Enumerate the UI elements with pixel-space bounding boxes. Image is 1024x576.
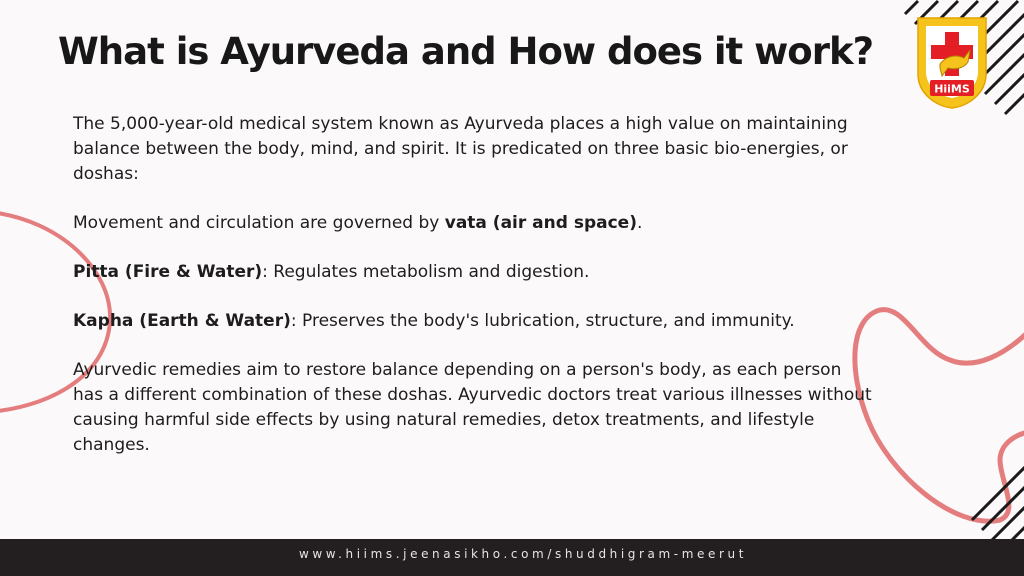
kapha-paragraph [73, 309, 873, 334]
right-blob-decor [855, 310, 1024, 522]
pitta-description: : Regulates metabolism and digestion. [262, 262, 590, 282]
kapha-description: : Preserves the body's lubrication, structure, and immunity. [290, 311, 795, 331]
body-text [73, 112, 873, 482]
bottom-right-hatch-decor [972, 462, 1024, 550]
vata-paragraph [73, 211, 873, 236]
kapha-term: Kapha (Earth & Water) [73, 311, 291, 331]
page-title: What is Ayurveda and How does it work? [58, 30, 874, 73]
hiims-logo [912, 14, 992, 110]
footer-url[interactable]: www.hiims.jeenasikho.com/shuddhigram-meerut [298, 547, 748, 561]
footer-bar [0, 539, 1024, 576]
logo-name: HiiMS [934, 82, 970, 96]
intro-paragraph: The 5,000-year-old medical system known as Ayurveda places a high value on maintaining balance between the body, mind, and spirit. It is predicated on three basic bio-energies, or doshas: [73, 114, 848, 184]
pitta-paragraph [73, 260, 873, 285]
vata-suffix: . [636, 213, 643, 233]
vata-prefix: Movement and circulation are governed by [73, 213, 445, 233]
vata-term: vata (air and space) [444, 213, 637, 233]
closing-paragraph: Ayurvedic remedies aim to restore balance depending on a person's body, as each person has a different combination of these doshas. Ayurvedic doctors treat various illnesses without causing harmful side effects by using natural remedies, detox treatments, and lifestyle changes. [73, 360, 872, 455]
pitta-term: Pitta (Fire & Water) [73, 262, 263, 282]
